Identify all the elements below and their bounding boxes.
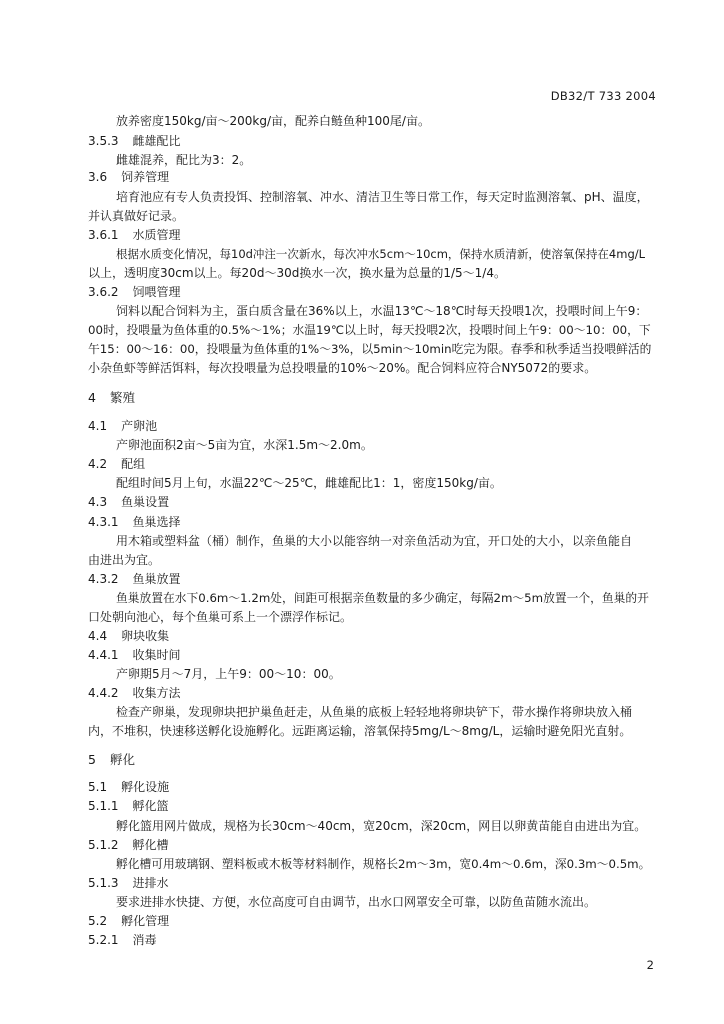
body-text: 鱼巢放置在水下0.6m～1.2m处，间距可根据亲鱼数量的多少确定，每隔2m～5m放置一个，鱼巢的开 <box>116 591 649 605</box>
standard-code-header: DB32/T 733 2004 <box>550 89 656 103</box>
section-heading <box>88 932 656 948</box>
body-text: 放养密度150kg/亩～200kg/亩，配养白鲢鱼种100尾/亩。 <box>116 114 430 128</box>
section-title: 配组 <box>121 457 146 471</box>
body-text: 口处朝向池心，每个鱼巢可系上一个漂浮作标记。 <box>88 610 353 624</box>
chapter-title: 繁殖 <box>109 390 135 405</box>
section-title: 水质管理 <box>132 228 181 242</box>
section-number: 4.3.2 <box>88 572 119 586</box>
section-number: 4.3.1 <box>88 515 119 529</box>
body-text: 配组时间5月上旬，水温22℃～25℃，雌雄配比1：1，密度150kg/亩。 <box>116 476 502 490</box>
section-title: 饲喂管理 <box>132 285 181 299</box>
body-text: 00时，投喂量为鱼体重的0.5%～1%；水温19℃以上时，每天投喂2次，投喂时间上午9：00～10：00，下 <box>88 323 651 337</box>
section-heading <box>88 647 656 663</box>
section-number: 3.6 <box>88 170 108 184</box>
chapter-title: 孵化 <box>109 752 135 767</box>
body-text: 用木箱或塑料盆（桶）制作，鱼巢的大小以能容纳一对亲鱼活动为宜，开口处的大小，以亲鱼能自 <box>116 534 633 548</box>
section-title: 收集方法 <box>132 686 181 700</box>
chapter-number: 5 <box>88 752 96 767</box>
section-heading <box>88 779 656 795</box>
section-heading <box>88 169 656 185</box>
section-number: 3.6.1 <box>88 228 119 242</box>
chapter-heading <box>88 390 656 406</box>
section-number: 4.4 <box>88 629 108 643</box>
section-number: 5.1.2 <box>88 838 119 852</box>
section-number: 5.1.1 <box>88 799 119 813</box>
section-number: 4.4.2 <box>88 686 119 700</box>
section-title: 饲养管理 <box>121 170 170 184</box>
section-number: 3.5.3 <box>88 134 119 148</box>
section-number: 4.2 <box>88 457 108 471</box>
section-heading <box>88 798 656 814</box>
section-heading <box>88 913 656 929</box>
section-heading <box>88 628 656 644</box>
section-number: 5.2 <box>88 914 108 928</box>
page-number: 2 <box>646 958 654 972</box>
body-text: 雌雄混养，配比为3：2。 <box>116 153 252 167</box>
section-heading <box>88 133 656 149</box>
body-text: 并认真做好记录。 <box>88 209 185 223</box>
section-heading <box>88 284 656 300</box>
section-heading <box>88 514 656 530</box>
section-title: 孵化槽 <box>132 838 169 852</box>
section-heading <box>88 571 656 587</box>
section-number: 5.1 <box>88 780 108 794</box>
section-title: 雌雄配比 <box>132 134 181 148</box>
body-text: 根据水质变化情况，每10d冲注一次新水，每次冲水5cm～10cm，保持水质清新，使溶氧保持在4mg/L <box>116 247 646 261</box>
section-heading <box>88 456 656 472</box>
body-text: 孵化槽可用玻璃钢、塑料板或木板等材料制作，规格长2m～3m，宽0.4m～0.6m，深0.3m～0.5m。 <box>116 857 651 871</box>
section-title: 收集时间 <box>132 648 181 662</box>
body-text: 以上，透明度30cm以上。每20d～30d换水一次，换水量为总量的1/5～1/4。 <box>88 266 506 280</box>
section-number: 4.1 <box>88 419 108 433</box>
section-number: 3.6.2 <box>88 285 119 299</box>
section-title: 孵化篮 <box>132 799 169 813</box>
section-number: 5.1.3 <box>88 876 119 890</box>
body-text: 内，不堆积，快速移送孵化设施孵化。远距离运输，溶氧保持5mg/L～8mg/L，运输时避免阳光直射。 <box>88 724 632 738</box>
section-title: 孵化设施 <box>121 780 170 794</box>
section-number: 5.2.1 <box>88 933 119 947</box>
body-text: 小杂鱼虾等鲜活饵料，每次投喂量为总投喂量的10%～20%。配合饲料应符合NY5072的要求。 <box>88 361 597 375</box>
section-title: 鱼巢选择 <box>132 515 181 529</box>
section-title: 鱼巢设置 <box>121 495 170 509</box>
body-text: 午15：00～16：00，投喂量为鱼体重的1%～3%，以5min～10min吃完为限。春季和秋季适当投喂鲜活的 <box>88 342 652 356</box>
section-title: 进排水 <box>132 876 169 890</box>
section-number: 4.3 <box>88 495 108 509</box>
section-title: 孵化管理 <box>121 914 170 928</box>
section-heading <box>88 418 656 434</box>
section-heading <box>88 685 656 701</box>
section-title: 消毒 <box>132 933 157 947</box>
body-text: 由进出为宜。 <box>88 553 161 567</box>
body-text: 孵化篮用网片做成，规格为长30cm～40cm，宽20cm，深20cm，网目以卵黄苗能自由进出为宜。 <box>116 819 647 833</box>
section-title: 卵块收集 <box>121 629 170 643</box>
body-text: 要求进排水快捷、方便，水位高度可自由调节，出水口网罩安全可靠，以防鱼苗随水流出。 <box>116 895 597 909</box>
section-title: 鱼巢放置 <box>132 572 181 586</box>
section-heading <box>88 837 656 853</box>
body-text: 培育池应有专人负责投饵、控制溶氧、冲水、清洁卫生等日常工作，每天定时监测溶氧、pH、温度， <box>116 190 649 204</box>
section-title: 产卵池 <box>121 419 158 433</box>
section-heading <box>88 494 656 510</box>
chapter-heading <box>88 752 656 768</box>
body-text: 饲料以配合饲料为主，蛋白质含量在36%以上，水温13℃～18℃时每天投喂1次，投喂时间上午9： <box>116 304 648 318</box>
body-text: 产卵池面积2亩～5亩为宜，水深1.5m～2.0m。 <box>116 438 373 452</box>
body-text: 检查产卵巢，发现卵块把护巢鱼赶走，从鱼巢的底板上轻轻地将卵块铲下，带水操作将卵块放入桶 <box>116 705 633 719</box>
section-heading <box>88 227 656 243</box>
section-number: 4.4.1 <box>88 648 119 662</box>
body-text: 产卵期5月～7月，上午9：00～10：00。 <box>116 667 341 681</box>
chapter-number: 4 <box>88 390 96 405</box>
section-heading <box>88 875 656 891</box>
